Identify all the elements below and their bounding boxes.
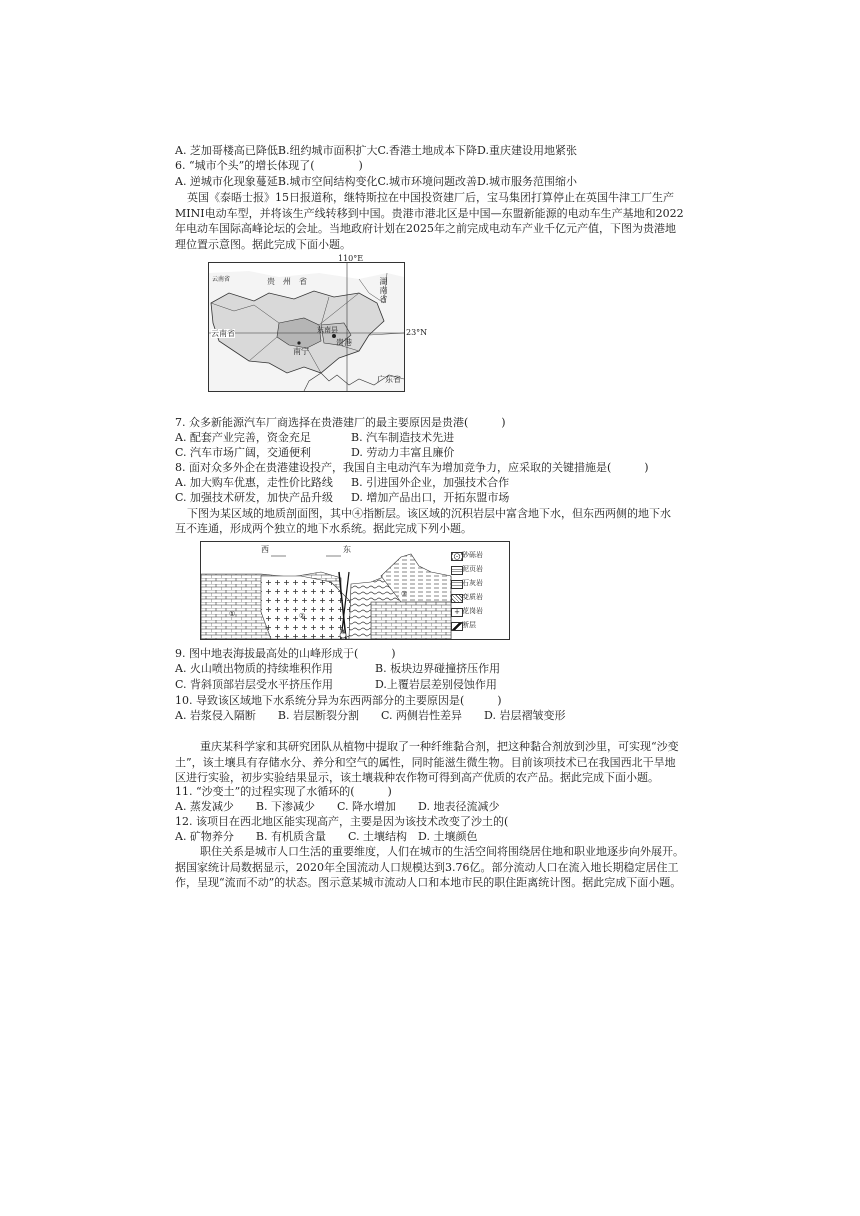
legend-granite: 花岗岩 xyxy=(462,607,483,615)
legend-swatch-granite: + xyxy=(451,608,463,617)
q6-options: A. 逆城市化现象蔓延B.城市空间结构变化C.城市环境问题改善D.城市服务范围缩小 xyxy=(175,175,577,188)
latitude-label: 23°N xyxy=(406,328,428,337)
legend-sandstone: 砂砾岩 xyxy=(462,551,483,559)
q7-option-d: D. 劳动力丰富且廉价 xyxy=(351,446,455,459)
q12-options: A. 矿物养分 B. 有机质含量 C. 土壤结构 D. 土壤颜色 xyxy=(175,830,478,843)
passage4-line: 职住关系是城市人口生活的重要维度，人们在城市的生活空间将围绕居住地和职业地逐步向外展开。 xyxy=(200,845,684,858)
passage4-line: 据国家统计局数据显示，2020年全国流动人口规模达到3.76亿。部分流动人口在流入地长期稳定居住工 xyxy=(175,861,679,874)
q9-option-d: D.上覆岩层差别侵蚀作用 xyxy=(375,678,497,691)
q10-options: A. 岩浆侵入隔断 B. 岩层断裂分割 C. 两侧岩性差异 D. 岩层褶皱变形 xyxy=(175,709,566,722)
longitude-label: 110°E xyxy=(338,254,364,263)
passage1-line: MINI电动车型，并将该生产线转移到中国。贵港市港北区是中国—东盟新能源的电动车生产基地和2022 xyxy=(175,207,684,220)
passage3-line: 土”，该土壤具有存储水分、养分和空气的属性，同时能滋生微生物。目前该项技术已在我国西北干旱地 xyxy=(175,756,676,769)
passage1-line: 英国《泰晤士报》15日报道称，继特斯拉在中国投资建厂后，宝马集团打算停止在英国牛津工厂生产 xyxy=(187,191,674,204)
q7-option-c: C. 汽车市场广阔，交通便利 xyxy=(175,446,312,459)
legend-fault: 断层 xyxy=(462,621,476,629)
guigang-location-map xyxy=(208,254,428,392)
q7-stem: 7. 众多新能源汽车厂商选择在贵港建厂的最主要原因是贵港( ) xyxy=(175,416,506,429)
legend-metamorphic: 变质岩 xyxy=(462,593,483,601)
passage3-line: 重庆某科学家和其研究团队从植物中提取了一种纤维黏合剂，把这种黏合剂放到沙里，可实现“沙变 xyxy=(200,740,679,753)
west-label: 西 xyxy=(261,545,269,554)
passage2-line: 下图为某区域的地质剖面图，其中④指断层。该区域的沉积岩层中富含地下水，但东西两侧的地下水 xyxy=(187,507,671,520)
passage3-line: 区进行实验，初步实验结果显示，该土壤栽种农作物可得到高产优质的农产品。据此完成下面小题。 xyxy=(175,771,659,784)
dongnan-label: 东南县 xyxy=(317,326,338,334)
stratum-marker-1: ① xyxy=(229,610,236,618)
q7-option-b: B. 汽车制造技术先进 xyxy=(351,431,455,444)
hunan-label: 湖南省 xyxy=(379,277,388,304)
q8-option-c: C. 加强技术研发，加快产品升级 xyxy=(175,491,334,504)
passage4-line: 作，呈现“流而不动”的状态。图示意某城市流动人口和本地市民的职住距离统计图。据此完成下面小题。 xyxy=(175,876,682,889)
guizhou-label: 贵州省 xyxy=(267,277,315,286)
passage2-line: 互不连通，形成两个独立的地下水系统。据此完成下列小题。 xyxy=(175,522,472,535)
q7-option-a: A. 配套产业完善，资金充足 xyxy=(175,431,311,444)
yunnan-line-label: 云南省 xyxy=(211,329,235,338)
q10-stem: 10. 导致该区域地下水系统分异为东西两部分的主要原因是( ) xyxy=(175,694,502,707)
passage1-line: 年电动车国际高峰论坛的会址。当地政府计划在2025年之前完成电动车产业千亿元产值，下图为贵港地 xyxy=(175,222,676,235)
q8-option-b: B. 引进国外企业，加强技术合作 xyxy=(351,476,510,489)
legend-shale: 泥页岩 xyxy=(462,565,483,573)
legend-limestone: 石灰岩 xyxy=(462,579,483,587)
passage1-line: 理位置示意图。据此完成下面小题。 xyxy=(175,238,351,251)
stratum-marker-3: ③ xyxy=(401,590,408,598)
q8-option-d: D. 增加产品出口，开拓东盟市场 xyxy=(351,491,510,504)
q9-stem: 9. 图中地表海拔最高处的山峰形成于( ) xyxy=(175,647,396,660)
q5-options: A. 芝加哥楼高已降低B.纽约城市面积扩大C.香港土地成本下降D.重庆建设用地紧张 xyxy=(175,144,577,157)
q11-stem: 11. “沙变土”的过程实现了水循环的( ) xyxy=(175,785,392,798)
guangdong-label: 广东省 xyxy=(377,375,401,384)
q8-option-a: A. 加大购车优惠，走性价比路线 xyxy=(175,476,333,489)
q9-option-c: C. 背斜顶部岩层受水平挤压作用 xyxy=(175,678,334,691)
q6-stem: 6. “城市个头”的增长体现了( ) xyxy=(175,159,363,172)
q12-stem: 12. 该项目在西北地区能实现高产，主要是因为该技术改变了沙土的( xyxy=(175,815,509,828)
east-label: 东 xyxy=(343,545,351,554)
guigang-label: 贵港 xyxy=(336,338,352,347)
q11-options: A. 蒸发减少 B. 下渗减少 C. 降水增加 D. 地表径流减少 xyxy=(175,800,500,813)
nanning-label: 南宁 xyxy=(293,347,309,356)
q9-option-b: B. 板块边界碰撞挤压作用 xyxy=(375,662,501,675)
q8-stem: 8. 面对众多外企在贵港建设投产，我国自主电动汽车为增加竞争力，应采取的关键措施是( ) xyxy=(175,461,649,474)
yunnan-label: 云南省 xyxy=(212,276,231,283)
stratum-marker-2: ② xyxy=(299,612,306,620)
stratum-marker-4: ④ xyxy=(340,628,347,636)
q9-option-a: A. 火山喷出物质的持续堆积作用 xyxy=(175,662,333,675)
